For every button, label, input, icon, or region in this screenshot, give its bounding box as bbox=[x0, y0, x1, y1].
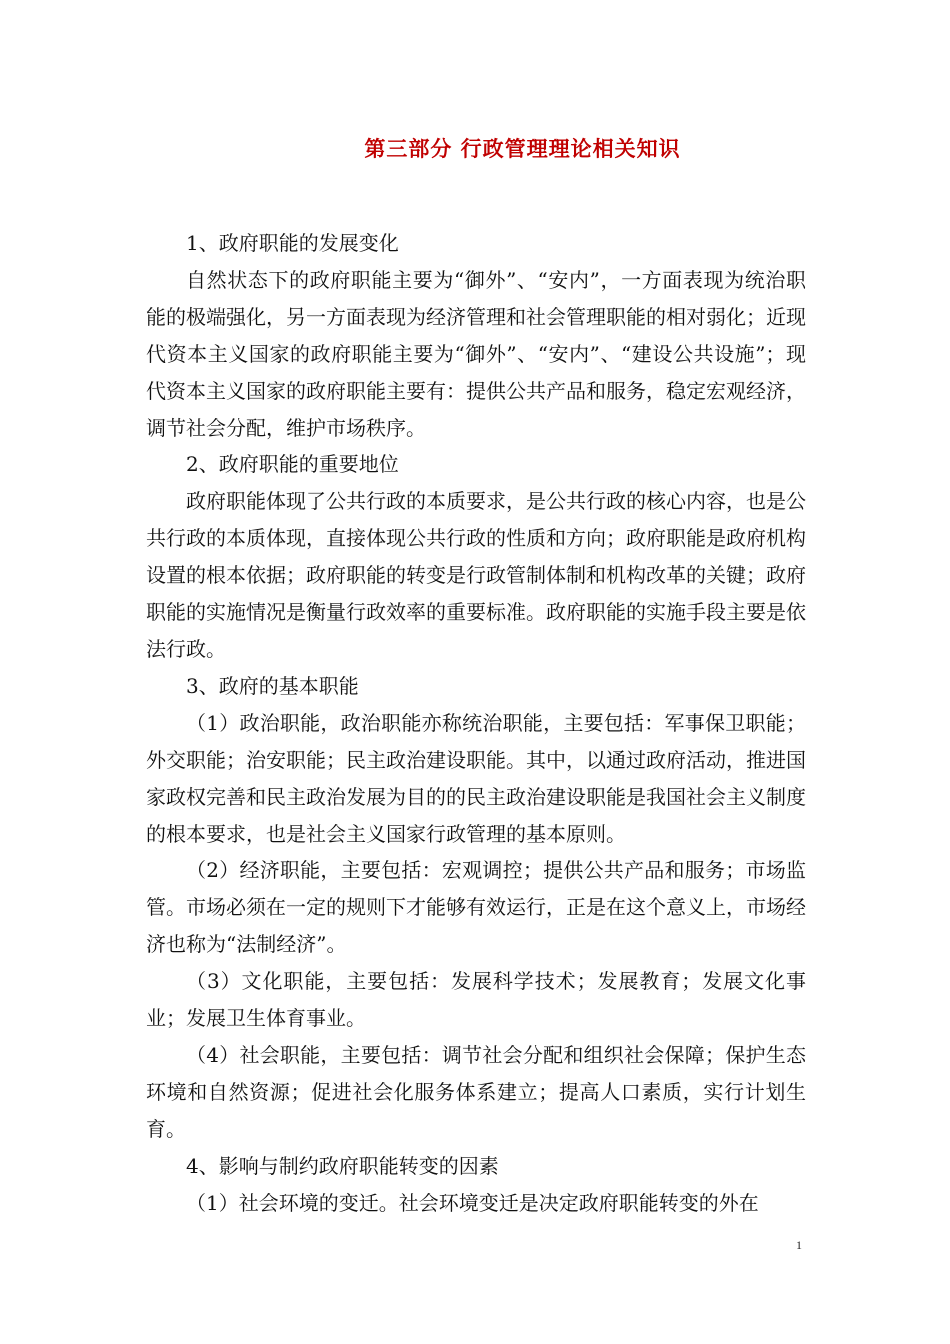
paragraph: （1）社会环境的变迁。社会环境变迁是决定政府职能转变的外在 bbox=[186, 1190, 759, 1215]
document-title: 第三部分 行政管理理论相关知识 bbox=[364, 136, 681, 161]
paragraph: （4）社会职能，主要包括：调节社会分配和组织社会保障；保护生态环境和自然资源；促进社会化服务体系建立；提高人口素质，实行计划生育。 bbox=[146, 1042, 806, 1141]
paragraph: 政府职能体现了公共行政的本质要求，是公共行政的核心内容，也是公共行政的本质体现，直接体现公共行政的性质和方向；政府职能是政府机构设置的根本依据；政府职能的转变是行政管制体制和机构改革的关键；政府职能的实施情况是衡量行政效率的重要标准。政府职能的实施手段主要是依法行政。 bbox=[146, 489, 806, 661]
heading-2: 2、政府职能的重要地位 bbox=[186, 452, 399, 477]
heading-1: 1、政府职能的发展变化 bbox=[186, 231, 399, 255]
paragraph: （2）经济职能，主要包括：宏观调控；提供公共产品和服务；市场监管。市场必须在一定的规则下才能够有效运行，正是在这个意义上，市场经济也称为“法制经济”。 bbox=[146, 858, 806, 957]
paragraph: （3）文化职能，主要包括：发展科学技术；发展教育；发展文化事业；发展卫生体育事业。 bbox=[146, 969, 806, 1031]
page-number: 1 bbox=[796, 1238, 802, 1252]
heading-4: 4、影响与制约政府职能转变的因素 bbox=[186, 1153, 499, 1178]
paragraph: 自然状态下的政府职能主要为“御外”、“安内”，一方面表现为统治职能的极端强化，另一方面表现为经济管理和社会管理职能的相对弱化；近现代资本主义国家的政府职能主要为“御外”、“安内”、“建设公共设施”；现代资本主义国家的政府职能主要有：提供公共产品和服务，稳定宏观经济，调节社会分配，维护市场秩序。 bbox=[146, 267, 806, 440]
paragraph: （1）政治职能，政治职能亦称统治职能，主要包括：军事保卫职能；外交职能；治安职能；民主政治建设职能。其中，以通过政府活动，推进国家政权完善和民主政治发展为目的的民主政治建设职能是我国社会主义制度的根本要求，也是社会主义国家行政管理的基本原则。 bbox=[146, 710, 806, 846]
heading-3: 3、政府的基本职能 bbox=[186, 673, 359, 698]
document-body bbox=[146, 225, 806, 1221]
